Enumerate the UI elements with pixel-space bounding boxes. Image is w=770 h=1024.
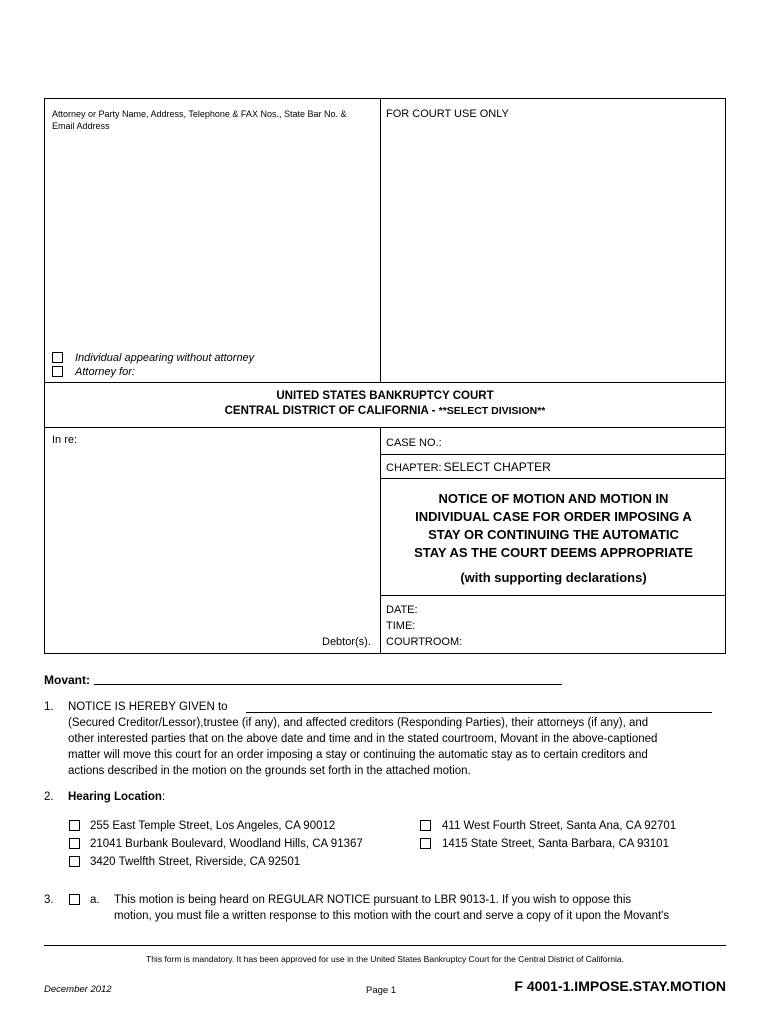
title-line-3: STAY OR CONTINUING THE AUTOMATIC	[428, 527, 679, 542]
footer-date: December 2012	[44, 984, 112, 995]
footer-mandatory-notice: This form is mandatory. It has been approved for use in the United States Bankruptcy Court for the Central District of California.	[146, 954, 624, 964]
location-woodland-hills-label: 21041 Burbank Boulevard, Woodland Hills, CA 91367	[90, 838, 363, 850]
attorney-info-label: Attorney or Party Name, Address, Telephone & FAX Nos., State Bar No. & Email Address	[52, 109, 347, 131]
court-use-only-label: FOR COURT USE ONLY	[386, 108, 509, 120]
attorney-for-label: Attorney for:	[75, 366, 135, 378]
in-re-label: In re:	[52, 434, 78, 446]
movant-line[interactable]	[94, 684, 562, 685]
attorney-info-box	[44, 98, 726, 383]
case-no-label: CASE NO.:	[386, 437, 442, 449]
section-1-line-4: matter will move this court for an order imposing a stay or continuing the automatic stay as to certain creditors and	[68, 749, 648, 761]
title-line-1: NOTICE OF MOTION AND MOTION IN	[438, 491, 669, 506]
location-riverside-label: 3420 Twelfth Street, Riverside, CA 92501	[90, 856, 301, 868]
location-santa-ana-label: 411 West Fourth Street, Santa Ana, CA 92701	[442, 820, 677, 832]
location-santa-barbara-label: 1415 State Street, Santa Barbara, CA 93101	[442, 838, 669, 850]
title-divider	[380, 595, 726, 596]
location-riverside-checkbox[interactable]	[69, 856, 80, 867]
location-los-angeles-checkbox[interactable]	[69, 820, 80, 831]
attorney-for-checkbox[interactable]	[52, 366, 63, 377]
court-name-line2	[44, 405, 726, 417]
division-select[interactable]: **SELECT DIVISION**	[438, 405, 546, 417]
section-3-sub-letter: a.	[90, 894, 100, 906]
location-santa-ana-checkbox[interactable]	[420, 820, 431, 831]
court-name-line1: UNITED STATES BANKRUPTCY COURT	[276, 390, 494, 402]
hearing-location-colon: :	[161, 791, 166, 803]
chapter-divider	[380, 478, 726, 479]
location-los-angeles-label: 255 East Temple Street, Los Angeles, CA 90012	[90, 820, 336, 832]
location-woodland-hills-checkbox[interactable]	[69, 838, 80, 849]
section-2-number: 2.	[44, 791, 54, 803]
footer-form-id: F 4001-1.IMPOSE.STAY.MOTION	[514, 978, 726, 994]
section-3-number: 3.	[44, 894, 54, 906]
document-subtitle: (with supporting declarations)	[460, 570, 647, 585]
hearing-location-heading: Hearing Location	[68, 791, 162, 803]
chapter-label	[386, 460, 551, 474]
title-line-2: INDIVIDUAL CASE FOR ORDER IMPOSING A	[415, 509, 692, 524]
document-title	[381, 490, 726, 562]
caption-vertical-divider	[380, 98, 381, 383]
case-no-divider	[380, 454, 726, 455]
section-2-heading	[68, 790, 165, 804]
location-santa-barbara-checkbox[interactable]	[420, 838, 431, 849]
chapter-label-text: CHAPTER:	[386, 462, 442, 474]
individual-without-attorney-checkbox[interactable]	[52, 352, 63, 363]
individual-without-attorney-label: Individual appearing without attorney	[75, 352, 255, 364]
section-1-line-3: other interested parties that on the above date and time and in the stated courtroom, Movant in the above-captioned	[68, 733, 658, 745]
section-1-line-5: actions described in the motion on the grounds set forth in the attached motion.	[68, 765, 471, 777]
section-1-line-2: (Secured Creditor/Lessor),trustee (if any), and affected creditors (Responding Parties), their attorneys (if any), and	[68, 717, 649, 729]
court-district: CENTRAL DISTRICT OF CALIFORNIA -	[224, 405, 439, 417]
section-1-number: 1.	[44, 701, 54, 713]
section-1-lead: NOTICE IS HEREBY GIVEN to	[68, 701, 228, 713]
section-3-line-1: This motion is being heard on REGULAR NOTICE pursuant to LBR 9013-1. If you wish to oppose this	[114, 894, 632, 906]
date-label: DATE:	[386, 604, 418, 616]
courtroom-label: COURTROOM:	[386, 636, 463, 648]
regular-notice-checkbox[interactable]	[69, 894, 80, 905]
title-line-4: STAY AS THE COURT DEEMS APPROPRIATE	[414, 545, 693, 560]
section-3-line-2: motion, you must file a written response to this motion with the court and serve a copy of it upon the Movant's	[114, 910, 670, 922]
footer-rule	[44, 945, 726, 946]
footer-page-number: Page 1	[366, 985, 397, 996]
time-label: TIME:	[386, 620, 416, 632]
debtor-label: Debtor(s).	[322, 636, 371, 648]
movant-label: Movant:	[44, 673, 90, 687]
notice-given-to-line[interactable]	[246, 712, 712, 713]
chapter-select[interactable]: SELECT CHAPTER	[443, 460, 551, 474]
